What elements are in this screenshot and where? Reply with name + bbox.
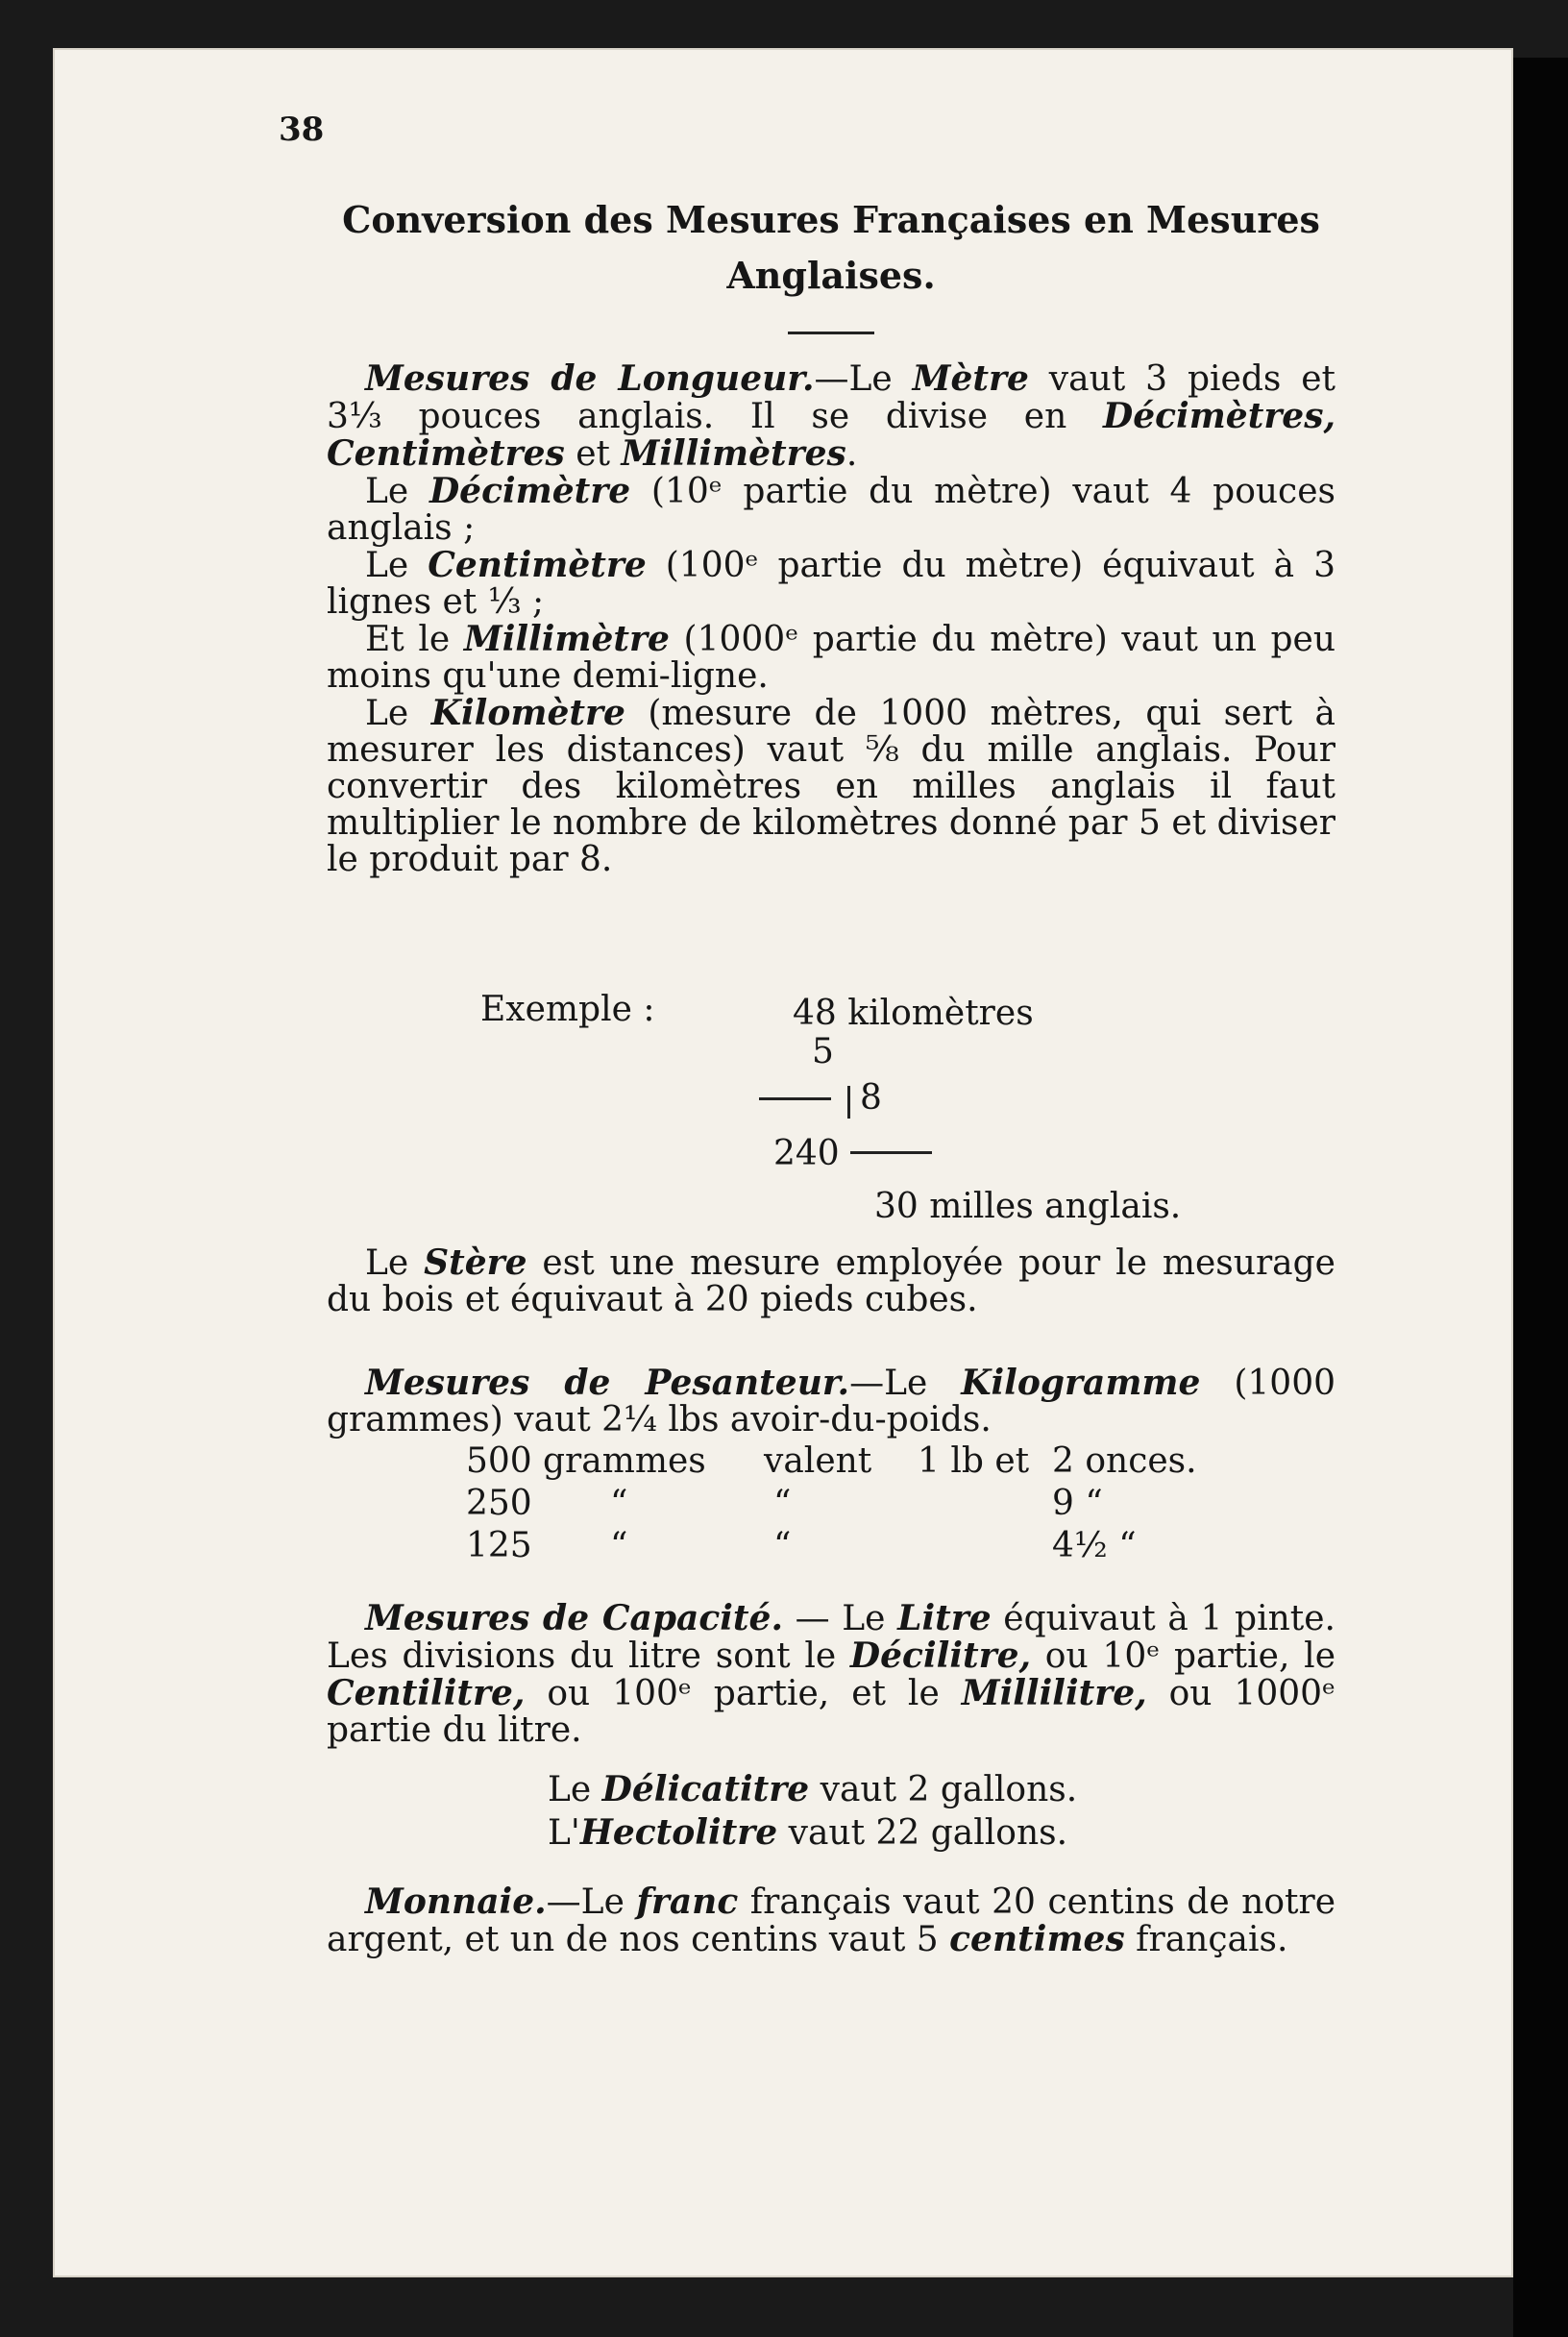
example-label: Exemple : xyxy=(480,990,655,1029)
pesanteur-heading: Mesures de Pesanteur. xyxy=(365,1363,850,1403)
millimetre-paragraph: Et le Millimètre (1000ᵉ partie du mètre) vaut un peu moins qu'une demi-ligne. xyxy=(327,619,1336,696)
monnaie-paragraph: Monnaie.—Le franc français vaut 20 centins de notre argent, et un de nos centins vaut 5 centimes français. xyxy=(327,1882,1336,1959)
example-divisor: 8 xyxy=(860,1078,882,1118)
capacite-lines xyxy=(548,1768,1077,1855)
stere-paragraph: Le Stère est une mesure employée pour le mesurage du bois et équivaut à 20 pieds cubes. xyxy=(327,1242,1335,1319)
table-row: 250 “ “ 9 “ xyxy=(466,1484,1103,1523)
example-kilometres: 48 kilomètres xyxy=(793,994,1034,1033)
table-row: 500 grammes valent 1 lb et 2 onces. xyxy=(466,1441,1197,1481)
conversion-example xyxy=(480,990,1268,1226)
weights-table xyxy=(466,1441,1235,1576)
table-row: 125 “ “ 4½ “ xyxy=(466,1526,1137,1565)
centimetre-paragraph: Le Centimètre (100ᵉ partie du mètre) équivaut à 3 lignes et ⅓ ; xyxy=(327,545,1336,622)
division-bar xyxy=(847,1086,850,1119)
longueur-heading: Mesures de Longueur. xyxy=(365,358,815,399)
delicatitre-line: Le Délicatitre vaut 2 gallons. xyxy=(548,1769,1078,1809)
example-result: 30 milles anglais. xyxy=(874,1187,1182,1226)
pesanteur-paragraph: Mesures de Pesanteur.—Le Kilogramme (1000 grammes) vaut 2¼ lbs avoir-du-poids. xyxy=(327,1363,1336,1439)
stere-section xyxy=(327,1244,1335,1318)
multiplication-rule xyxy=(759,1097,831,1100)
capacite-paragraph: Mesures de Capacité. — Le Litre équivaut à 1 pinte. Les divisions du litre sont le Décilitre, ou 10ᵉ partie, le Centilitre, ou 100ᵉ partie, et le Millilitre, ou 1000ᵉ partie du litre. xyxy=(327,1598,1335,1750)
kilometre-paragraph: Le Kilomètre (mesure de 1000 mètres, qui sert à mesurer les distances) vaut ⅝ du mille anglais. Pour convertir des kilomètres en milles anglais il faut multiplier le nombre de kilomètres donné par 5 et diviser le produit par 8. xyxy=(327,693,1336,879)
monnaie-section xyxy=(327,1883,1335,1958)
example-multiplier: 5 xyxy=(812,1032,834,1071)
hectolitre-line: L'Hectolitre vaut 22 gallons. xyxy=(548,1812,1068,1853)
title-divider xyxy=(788,332,874,334)
capacite-section xyxy=(327,1600,1335,1749)
pesanteur-section xyxy=(327,1365,1335,1439)
division-rule xyxy=(850,1151,932,1154)
page-title: Conversion des Mesures Françaises en Mesures Anglaises. xyxy=(342,198,1320,297)
facing-page-edge xyxy=(1513,58,1568,2337)
capacite-heading: Mesures de Capacité. xyxy=(365,1598,783,1638)
page-number: 38 xyxy=(279,111,325,149)
decimetre-paragraph: Le Décimètre (10ᵉ partie du mètre) vaut 4 pouces anglais ; xyxy=(327,471,1335,548)
monnaie-heading: Monnaie. xyxy=(365,1882,547,1922)
longueur-intro: Mesures de Longueur.—Le Mètre vaut 3 pieds et 3⅓ pouces anglais. Il se divise en Décimètres, Centimètres et Millimètres. xyxy=(327,358,1336,474)
example-product: 240 xyxy=(773,1134,840,1173)
longueur-section xyxy=(327,360,1335,878)
